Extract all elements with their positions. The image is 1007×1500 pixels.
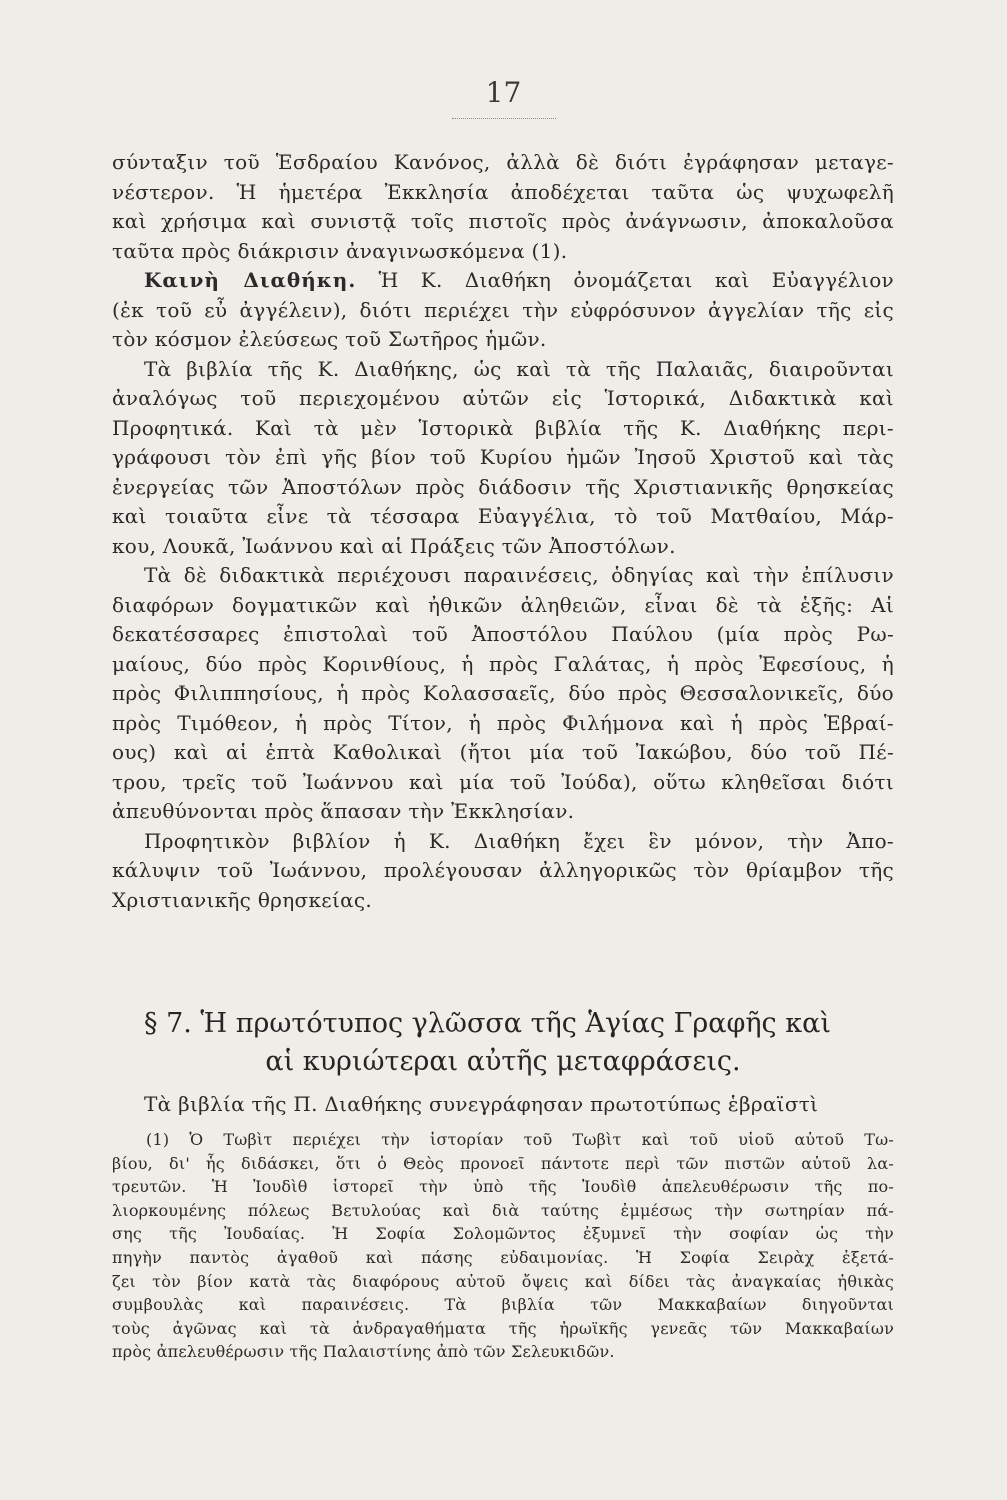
section-heading (112, 1005, 894, 1081)
footnote-line: ζει τὸν βίον κατὰ τὰς διαφόρους αὐτοῦ ὄψεις καὶ δίδει τὰς ἀναγκαίας ἠθικὰς (112, 1271, 894, 1291)
footnote-line: συμβουλὰς καὶ παραινέσεις. Τὰ βιβλία τῶν Μακκαβαίων διηγοῦνται (112, 1295, 894, 1315)
text-line: ἐνεργείας τῶν Ἀποστόλων πρὸς διάδοσιν τῆς Χριστιανικῆς θρησκείας (112, 474, 894, 499)
section-heading-line: § 7. Ἡ πρωτότυπος γλῶσσα τῆς Ἁγίας Γραφῆς καὶ (144, 1008, 831, 1039)
text-line (112, 266, 894, 296)
body-text (112, 148, 894, 915)
text-line: (ἐκ τοῦ εὖ ἀγγέλειν), διότι περιέχει τὴν εὐφρόσυνον ἀγγελίαν τῆς εἰς (112, 297, 894, 322)
text-line: ταῦτα πρὸς διάκρισιν ἀναγινωσκόμενα (1). (112, 238, 568, 263)
text-line: σύνταξιν τοῦ Ἑσδραίου Κανόνος, ἀλλὰ δὲ διότι ἐγράφησαν μεταγε- (112, 150, 894, 174)
text-line: Προφητικά. Καὶ τὰ μὲν Ἱστορικὰ βιβλία τῆς Κ. Διαθήκης περι- (112, 415, 894, 440)
text-line: κου, Λουκᾶ, Ἰωάννου καὶ αἱ Πράξεις τῶν Ἀποστόλων. (112, 533, 676, 558)
text-line: κάλυψιν τοῦ Ἰωάννου, προλέγουσαν ἀλληγορικῶς τὸν θρίαμβον τῆς (112, 858, 894, 882)
footnote-line: (1) Ὁ Τωβὶτ περιέχει τὴν ἱστορίαν τοῦ Τωβὶτ καὶ τοῦ υἱοῦ αὐτοῦ Τω- (146, 1130, 894, 1149)
text-line: πρὸς Τιμόθεον, ἡ πρὸς Τίτον, ἡ πρὸς Φιλήμονα καὶ ἡ πρὸς Ἑβραί- (112, 710, 894, 735)
text-line: Τὰ βιβλία τῆς Κ. Διαθήκης, ὡς καὶ τὰ τῆς Παλαιᾶς, διαιροῦνται (144, 356, 894, 381)
text-line: νέστερον. Ἡ ἡμετέρα Ἐκκλησία ἀποδέχεται ταῦτα ὡς ψυχωφελῆ (112, 179, 894, 204)
text-line: Προφητικὸν βιβλίον ἡ Κ. Διαθήκη ἔχει ἓν μόνον, τὴν Ἀπο- (144, 828, 894, 853)
text-line: καὶ τοιαῦτα εἶνε τὰ τέσσαρα Εὐαγγέλια, τὸ τοῦ Ματθαίου, Μάρ- (112, 504, 894, 528)
text-line: καὶ χρήσιμα καὶ συνιστᾷ τοῖς πιστοῖς πρὸς ἀνάγνωσιν, ἀποκαλοῦσα (112, 209, 894, 233)
text-line: τὸν κόσμον ἐλεύσεως τοῦ Σωτῆρος ἡμῶν. (112, 327, 547, 351)
text-line: μαίους, δύο πρὸς Κορινθίους, ἡ πρὸς Γαλάτας, ἡ πρὸς Ἐφεσίους, ἡ (112, 651, 894, 676)
text-line: διαφόρων δογματικῶν καὶ ἠθικῶν ἀληθειῶν, εἶναι δὲ τὰ ἑξῆς: Αἱ (112, 592, 894, 617)
section-body (112, 1090, 894, 1120)
text-line-rest: Ἡ Κ. Διαθήκη ὀνομάζεται καὶ Εὐαγγέλιον (378, 268, 894, 292)
footnote (112, 1128, 894, 1364)
text-line: Χριστιανικῆς θρησκείας. (112, 887, 373, 912)
page-number-rule (452, 118, 556, 119)
footnote-line: λιορκουμένης πόλεως Βετυλούας καὶ διὰ ταύτης ἐμμέσως τὴν σωτηρίαν πά- (112, 1200, 894, 1220)
text-line: Τὰ δὲ διδακτικὰ περιέχουσι παραινέσεις, ὁδηγίας καὶ τὴν ἐπίλυσιν (144, 563, 894, 587)
footnote-line: πρὸς ἀπελευθέρωσιν τῆς Παλαιστίνης ἀπὸ τῶν Σελευκιδῶν. (112, 1342, 615, 1362)
footnote-line: βίου, δι' ἧς διδάσκει, ὅτι ὁ Θεὸς προνοεῖ πάντοτε περὶ τῶν πιστῶν αὐτοῦ λα- (112, 1153, 894, 1173)
footnote-line: πηγὴν παντὸς ἀγαθοῦ καὶ πάσης εὐδαιμονίας. Ἡ Σοφία Σειρὰχ ἐξετά- (112, 1247, 894, 1267)
footnote-line: τρευτῶν. Ἡ Ἰουδὶθ ἱστορεῖ τὴν ὑπὸ τῆς Ἰουδὶθ ἀπελευθέρωσιν τῆς πο- (112, 1177, 894, 1197)
text-line: πρὸς Φιλιππησίους, ἡ πρὸς Κολασσαεῖς, δύο πρὸς Θεσσαλονικεῖς, δύο (112, 681, 894, 705)
footnote-line: σης τῆς Ἰουδαίας. Ἡ Σοφία Σολομῶντος ἐξυμνεῖ τὴν σοφίαν ὡς τὴν (112, 1224, 894, 1244)
text-line: Τὰ βιβλία τῆς Π. Διαθήκης συνεγράφησαν πρωτοτύπως ἑβραϊστὶ (144, 1092, 819, 1116)
term-heading: Καινὴ Διαθήκη. (144, 268, 357, 292)
page-number: 17 (485, 76, 522, 109)
text-line: δεκατέσσαρες ἐπιστολαὶ τοῦ Ἀποστόλου Παύλου (μία πρὸς Ρω- (112, 622, 894, 646)
text-line: τρου, τρεῖς τοῦ Ἰωάννου καὶ μία τοῦ Ἰούδα), οὕτω κληθεῖσαι διότι (112, 769, 894, 794)
text-line: ἀναλόγως τοῦ περιεχομένου αὐτῶν εἰς Ἱστορικά, Διδακτικὰ καὶ (112, 386, 894, 410)
text-line: ους) καὶ αἱ ἑπτὰ Καθολικαὶ (ἤτοι μία τοῦ Ἰακώβου, δύο τοῦ Πέ- (112, 740, 894, 764)
text-line: γράφουσι τὸν ἐπὶ γῆς βίον τοῦ Κυρίου ἡμῶν Ἰησοῦ Χριστοῦ καὶ τὰς (112, 445, 894, 469)
section-heading-line: αἱ κυριώτεραι αὐτῆς μεταφράσεις. (265, 1046, 741, 1077)
footnote-line: τοὺς ἀγῶνας καὶ τὰ ἀνδραγαθήματα τῆς ἡρωϊκῆς γενεᾶς τῶν Μακκαβαίων (112, 1318, 894, 1338)
text-line: ἀπευθύνονται πρὸς ἅπασαν τὴν Ἐκκλησίαν. (112, 799, 575, 823)
